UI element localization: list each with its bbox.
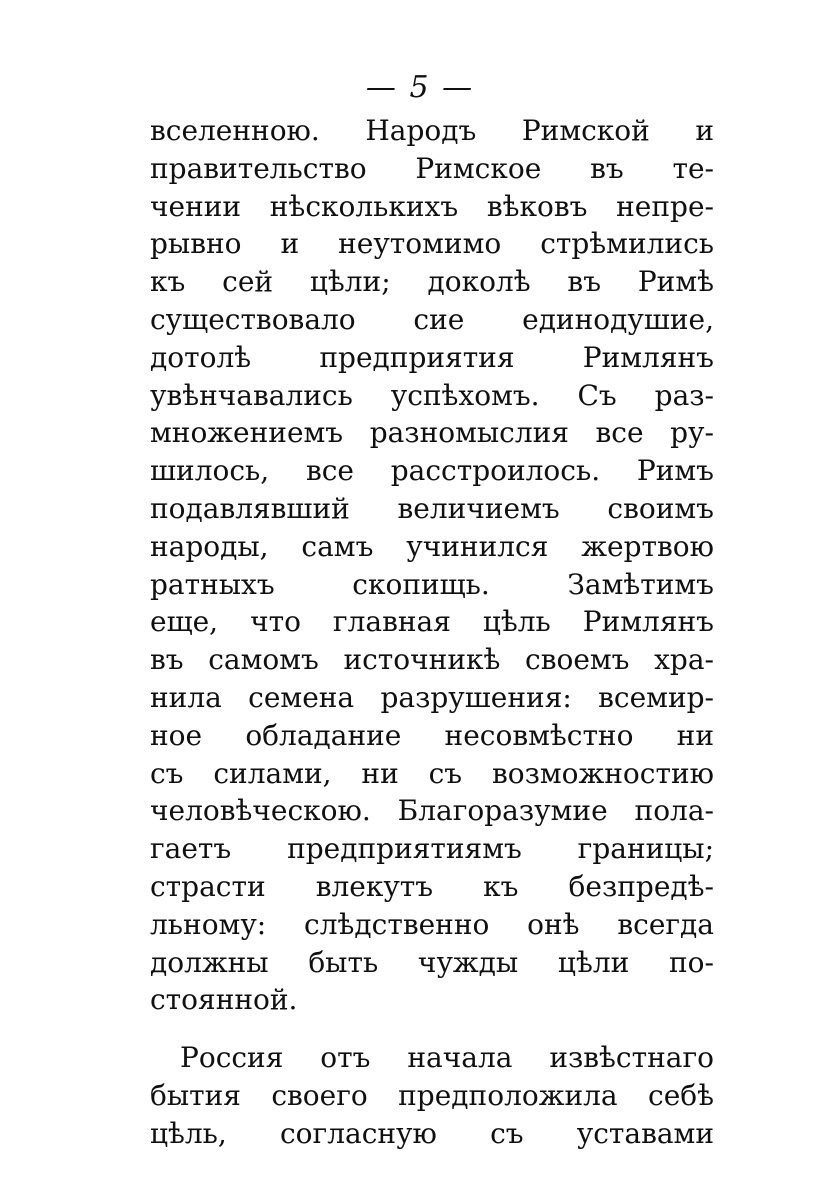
text-line: дотолѣ предприятия Римлянъ	[150, 340, 714, 374]
body-text	[150, 112, 714, 1153]
text-line: нила семена разрушения: всемир-	[150, 680, 714, 714]
paragraph-1	[150, 112, 714, 1019]
text-line: стоянной.	[150, 983, 298, 1017]
text-line: бытия своего предположила себѣ	[150, 1078, 714, 1112]
text-line: ное обладание несовмѣстно ни	[150, 718, 714, 752]
text-line: рывно и неутомимо стрѣмились	[150, 227, 714, 261]
text-line: увѣнчавались успѣхомъ. Съ раз-	[150, 378, 714, 412]
text-line: народы, самъ учинился жертвою	[150, 529, 714, 563]
text-line: чении нѣсколькихъ вѣковъ непре-	[150, 189, 714, 223]
text-line: вселенною. Народъ Римской и	[150, 114, 714, 147]
text-line: ратныхъ скопищь. Замѣтимъ	[150, 567, 714, 601]
paragraph-gap	[150, 1019, 714, 1039]
paragraph-2	[150, 1039, 714, 1152]
text-line: гаетъ предприятиямъ границы;	[150, 832, 714, 866]
text-line: правительство Римское въ те-	[150, 151, 714, 185]
text-line: цѣль, согласную съ уставами	[150, 1116, 714, 1150]
text-line: къ сей цѣли; доколѣ въ Римѣ	[150, 265, 714, 299]
text-line: подавлявший величиемъ своимъ	[150, 491, 714, 525]
text-line: человѣческою. Благоразумие пола-	[150, 794, 714, 828]
text-line: льному: слѣдственно онѣ всегда	[150, 907, 714, 941]
text-line: Россия отъ начала извѣстнаго	[180, 1041, 714, 1075]
text-line: страсти влекутъ къ безпредѣ-	[150, 869, 714, 903]
text-line: существовало сие единодушие,	[150, 302, 714, 336]
text-line: еще, что главная цѣль Римлянъ	[150, 605, 714, 639]
text-line: шилось, все расстроилось. Римъ	[150, 454, 714, 488]
text-line: должны быть чужды цѣли по-	[150, 945, 714, 979]
page-number: — 5 —	[365, 70, 475, 105]
text-line: съ силами, ни съ возможностию	[150, 756, 714, 790]
text-line: множениемъ разномыслия все ру-	[150, 416, 714, 450]
text-line: въ самомъ источникѣ своемъ хра-	[150, 643, 714, 677]
